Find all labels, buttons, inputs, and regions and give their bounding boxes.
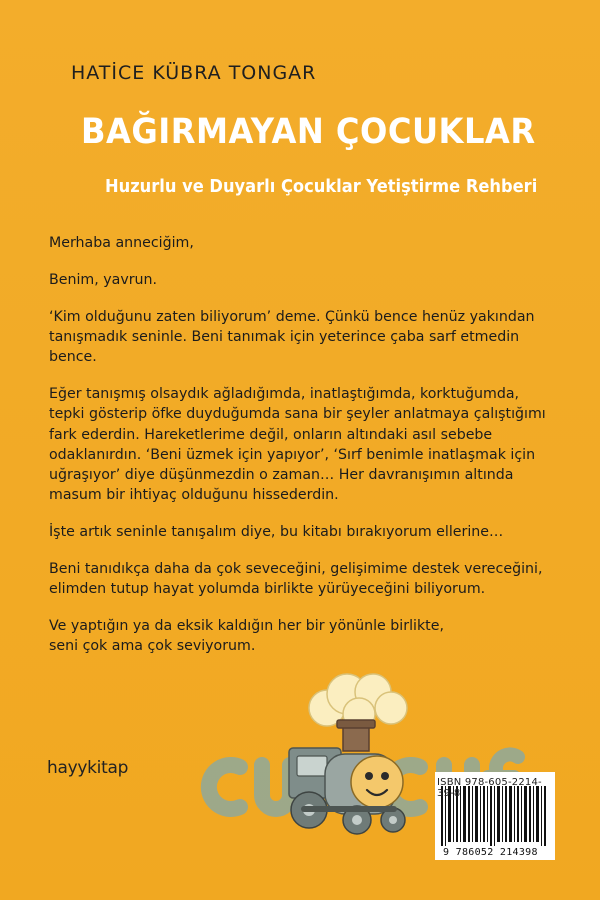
book-subtitle: Huzurlu ve Duyarlı Çocuklar Yetiştirme Rehberi: [105, 177, 538, 197]
book-title: BAĞIRMAYAN ÇOCUKLAR: [81, 112, 536, 152]
blurb-paragraph: Beni tanıdıkça daha da çok seveceğini, gelişimime destek vereceğini, elimden tutup hayat yolumda birlikte yürüyeceğini biliyorum.: [49, 561, 543, 598]
blurb-paragraph: Merhaba anneciğim,: [49, 235, 194, 251]
train-icon: [265, 670, 455, 845]
train-illustration: [265, 670, 455, 849]
barcode-number: 9 786052 214398: [443, 847, 538, 858]
blurb-paragraph: Benim, yavrun.: [49, 271, 158, 288]
publisher-logo: hayykitap: [47, 758, 129, 778]
author-name: HATİCE KÜBRA TONGAR: [71, 62, 317, 84]
blurb-paragraph: Eğer tanışmış olsaydık ağladığımda, inatlaştığımda, korktuğumda, tepki gösterip öfke duyduğumda sana bir şeyler anlatmaya çalıştığımı fark ederdin. Hareketlerime değil, onların altındaki asıl sebebe odaklanırdın. ‘Beni üzmek için yapıyor’, ‘Sırf benimle inatlaşmak için uğraşıyor’ diye düşünmezdin o zaman… Her davranışımın altında masum bir ihtiyaç olduğunu hissederdin.: [49, 385, 546, 504]
blurb-paragraph: ‘Kim olduğunu zaten biliyorum’ deme. Çünkü bence henüz yakından tanışmadık seninle. Beni tanımak için yeterince çaba sarf etmedin bence.: [49, 308, 535, 366]
blurb-paragraph: İşte artık seninle tanışalım diye, bu kitabı bırakıyorum ellerine…: [49, 524, 504, 541]
blurb-paragraph: Ve yaptığın ya da eksik kaldığın her bir yönünle birlikte, seni çok ama çok seviyorum.: [49, 618, 444, 655]
isbn-label: ISBN 978-605-2214-39-8: [437, 777, 542, 799]
blurb-text: [49, 233, 569, 673]
